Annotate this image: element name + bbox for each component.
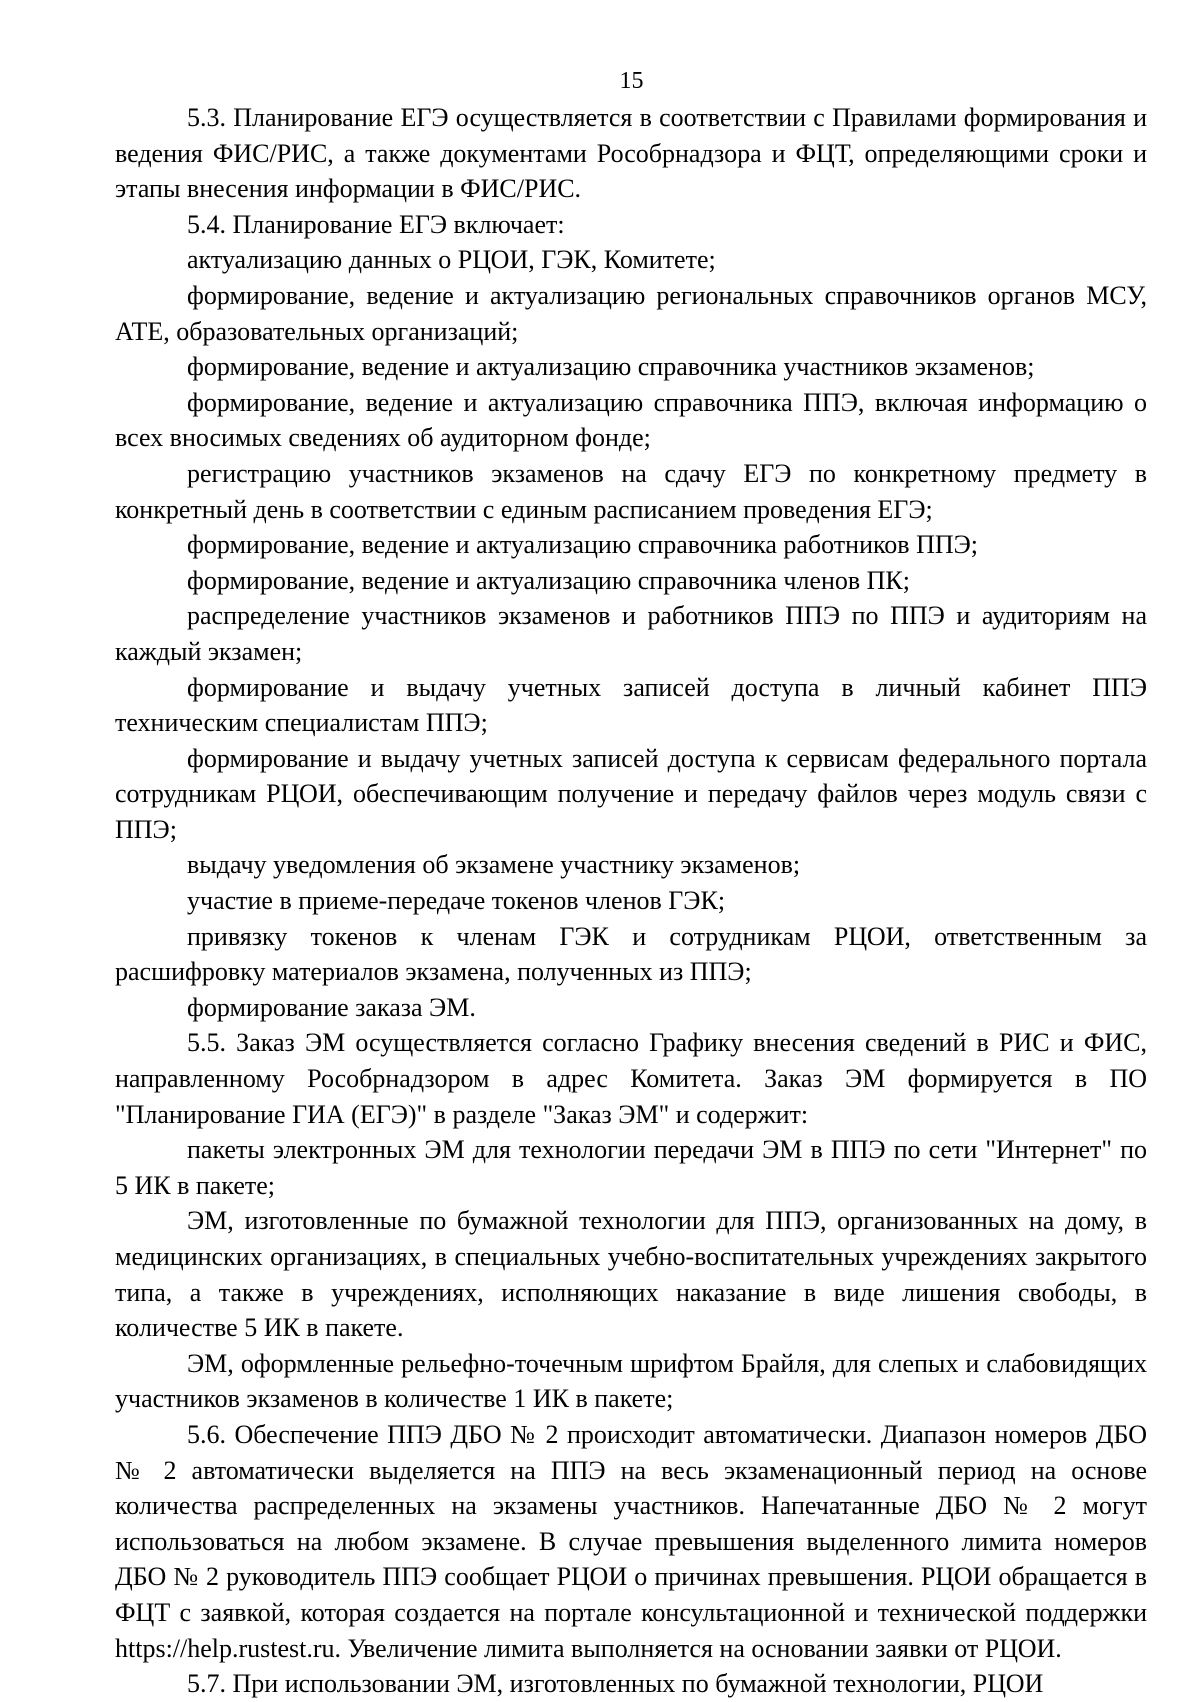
list-item: формирование, ведение и актуализацию региональных справочников органов МСУ, АТЕ, образовательных организаций;	[115, 280, 1147, 346]
list-item: участие в приеме-передаче токенов членов ГЭК;	[187, 886, 726, 916]
list-item: ЭМ, оформленные рельефно-точечным шрифтом Брайля, для слепых и слабовидящих участников экзаменов в количестве 1 ИК в пакете;	[115, 1348, 1147, 1414]
list-item: привязку токенов к членам ГЭК и сотрудникам РЦОИ, ответственным за расшифровку материалов экзамена, полученных из ППЭ;	[115, 921, 1147, 987]
list-item: выдачу уведомления об экзамене участнику экзаменов;	[187, 850, 801, 880]
page-number: 15	[619, 68, 644, 94]
list-item: регистрацию участников экзаменов на сдачу ЕГЭ по конкретному предмету в конкретный день в соответствии с единым расписанием проведения ЕГЭ;	[115, 458, 1147, 524]
document-body	[115, 100, 1147, 1702]
list-item: пакеты электронных ЭМ для технологии передачи ЭМ в ППЭ по сети "Интернет" по 5 ИК в пакете;	[115, 1135, 1147, 1200]
paragraph-5-4: 5.4. Планирование ЕГЭ включает:	[187, 209, 565, 239]
list-item: формирование, ведение и актуализацию справочника членов ПК;	[187, 565, 910, 595]
list-item: формирование, ведение и актуализацию справочника работников ППЭ;	[187, 530, 979, 560]
list-item: актуализацию данных о РЦОИ, ГЭК, Комитете;	[187, 245, 716, 275]
list-item: распределение участников экзаменов и работников ППЭ по ППЭ и аудиториям на каждый экзамен;	[115, 601, 1147, 666]
list-item: ЭМ, изготовленные по бумажной технологии для ППЭ, организованных на дому, в медицинских организациях, в специальных учебно-воспитательных учреждениях закрытого типа, а также в учреждениях, исполняющих наказание в виде лишения свободы, в количестве 5 ИК в пакете.	[115, 1206, 1147, 1343]
list-item: формирование заказа ЭМ.	[187, 992, 476, 1022]
paragraph-5-3: 5.3. Планирование ЕГЭ осуществляется в соответствии с Правилами формирования и ведения ФИС/РИС, а также документами Рособрнадзора и ФЦТ, определяющими сроки и этапы внесения информации в ФИС/РИС.	[115, 103, 1147, 204]
paragraph-5-6: 5.6. Обеспечение ППЭ ДБО № 2 происходит автоматически. Диапазон номеров ДБО № 2 автоматически выделяется на ППЭ на весь экзаменационный период на основе количества распределенных на экзамены участников. Напечатанные ДБО № 2 могут использоваться на любом экзамене. В случае превышения выделенного лимита номеров ДБО № 2 руководитель ППЭ сообщает РЦОИ о причинах превышения. РЦОИ обращается в ФЦТ с заявкой, которая создается на портале консультационной и технической поддержки https://help.rustest.ru. Увеличение лимита выполняется на основании заявки от РЦОИ.	[115, 1419, 1147, 1663]
list-item: формирование и выдачу учетных записей доступа к сервисам федерального портала сотрудникам РЦОИ, обеспечивающим получение и передачу файлов через модуль связи с ППЭ;	[115, 743, 1147, 844]
list-item: формирование, ведение и актуализацию справочника ППЭ, включая информацию о всех вносимых сведениях об аудиторном фонде;	[115, 387, 1147, 453]
paragraph-5-7: 5.7. При использовании ЭМ, изготовленных по бумажной технологии, РЦОИ	[187, 1669, 1044, 1699]
list-item: формирование, ведение и актуализацию справочника участников экзаменов;	[187, 352, 1035, 382]
list-item: формирование и выдачу учетных записей доступа в личный кабинет ППЭ техническим специалистам ППЭ;	[115, 672, 1147, 738]
paragraph-5-5: 5.5. Заказ ЭМ осуществляется согласно Графику внесения сведений в РИС и ФИС, направленному Рособрнадзором в адрес Комитета. Заказ ЭМ формируется в ПО "Планирование ГИА (ЕГЭ)" в разделе "Заказ ЭМ" и содержит:	[115, 1028, 1147, 1129]
